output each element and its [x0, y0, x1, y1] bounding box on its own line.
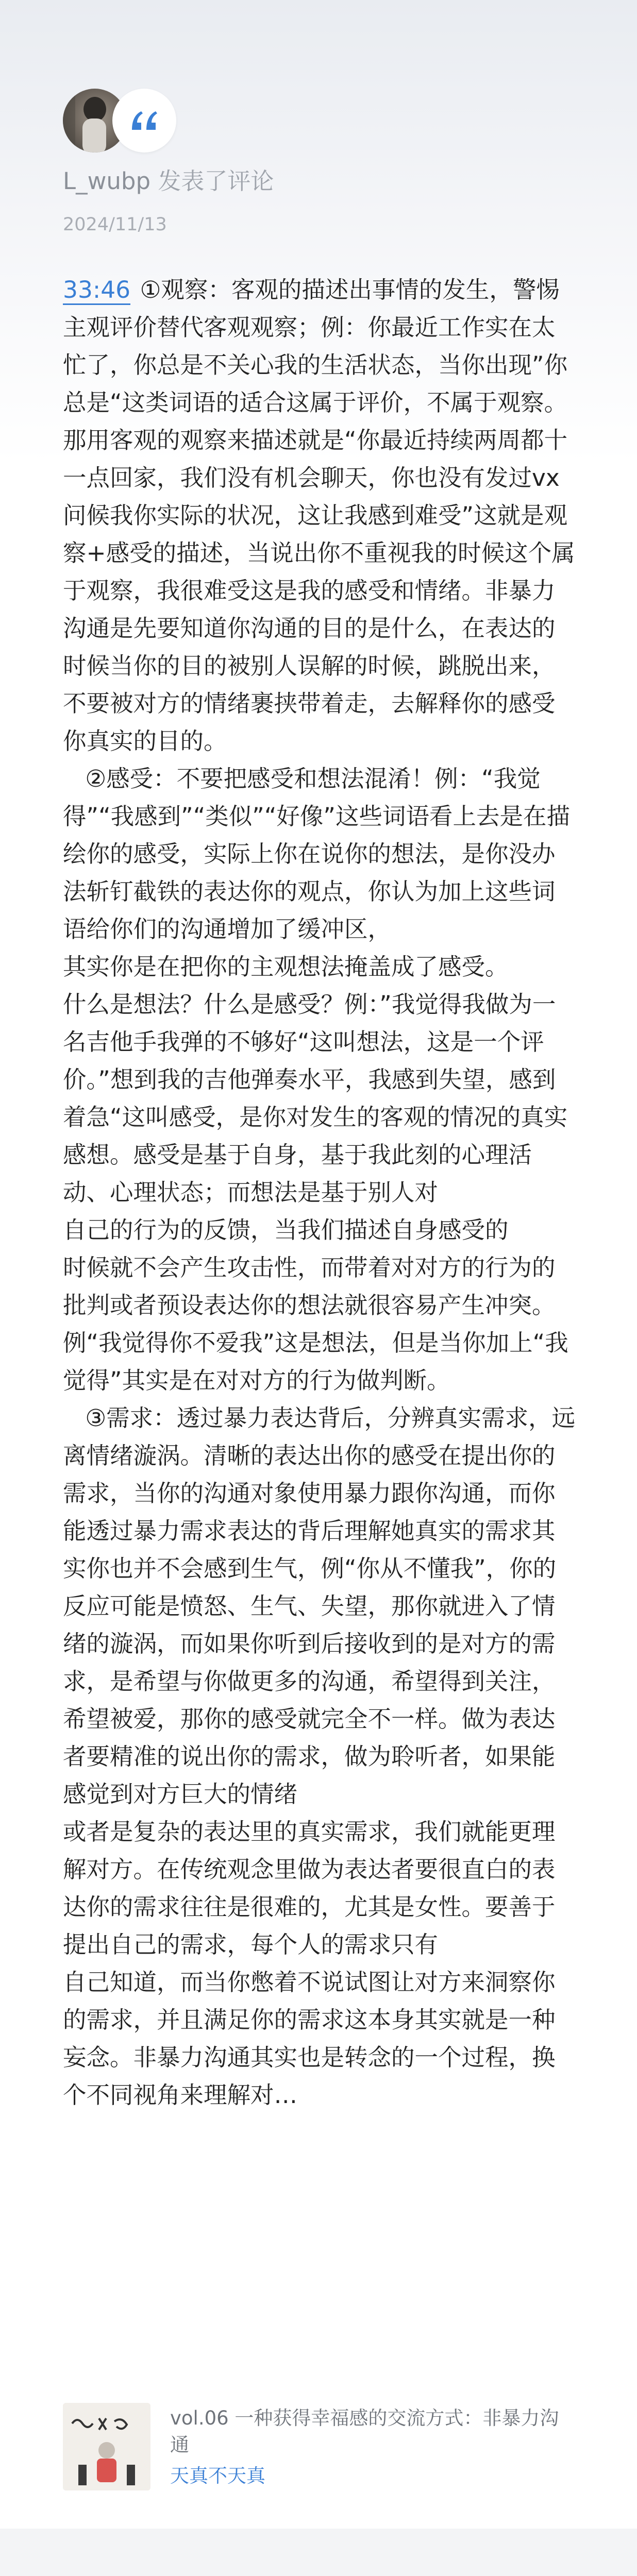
- quote-icon: [130, 109, 159, 132]
- episode-cover: [63, 2403, 150, 2490]
- author-line: [63, 166, 274, 197]
- comment-paragraph-observation: ①观察：客观的描述出事情的发生，警惕主观评价替代客观观察；例：你最近工作实在太忙了，你总是不关心我的生活状态，当你出现”你总是“这类词语的适合这属于评价，不属于观察。那用客观的观察来描述就是“你最近持续两周都十一点回家，我们没有机会聊天，你也没有发过vx问候我你实际的状况，这让我感到难受”这就是观察+感受的描述，当说出你不重视我的时候这个属于观察，我很难受这是我的感受和情绪。非暴力沟通是先要知道你沟通的目的是什么，在表达的时候当你的目的被别人误解的时候，跳脱出来，不要被对方的情绪裹挟带着走，去解释你的感受你真实的目的。: [63, 276, 575, 755]
- share-footer: [0, 2529, 637, 2576]
- episode-title[interactable]: vol.06 一种获得幸福感的交流方式：非暴力沟通: [170, 2407, 559, 2456]
- comment-date: 2024/11/13: [63, 214, 167, 235]
- timestamp-link[interactable]: 33:46: [63, 276, 130, 305]
- quote-badge: [112, 89, 176, 152]
- comment-paragraph-need: ③需求：透过暴力表达背后，分辨真实需求，远离情绪漩涡。清晰的表达出你的感受在提出你的需求，当你的沟通对象使用暴力跟你沟通，而你能透过暴力需求表达的背后理解她真实的需求其实你也并不会感到生气，例“你从不懂我”，你的反应可能是愤怒、生气、失望，那你就进入了情绪的漩涡，而如果你听到后接收到的是对方的需求，是希望与你做更多的沟通，希望得到关注，希望被爱，那你的感受就完全不一样。做为表达者要精准的说出你的需求，做为聆听者，如果能感觉到对方巨大的情绪 或者是复杂的表达里的真实需求，我们就能更理解对方。在传统观念里做为表达者要很直白的表达你的需求往往是很难的，尤其是女性。要善于提出自己的需求，每个人的需求只有 自己知道，而当你憋着不说试图让对方来洞察你的需求，并且满足你的需求这本身其实就是一种妄念。非暴力沟通其实也是转念的一个过程，换个不同视角来理解对…: [63, 1404, 576, 2109]
- episode-card[interactable]: [63, 2403, 576, 2496]
- author-name[interactable]: L_wubp: [63, 167, 151, 195]
- episode-cover-art-icon: [63, 2403, 150, 2490]
- podcast-name[interactable]: 天真不天真: [170, 2465, 265, 2487]
- author-action-text: 发表了评论: [150, 167, 274, 195]
- comment-paragraph-feeling: ②感受：不要把感受和想法混淆！例：“我觉得”“我感到”“类似”“好像”这些词语看上去是在描绘你的感受，实际上你在说你的想法，是你没办法斩钉截铁的表达你的观点，你认为加上这些词语给你们的沟通增加了缓冲区， 其实你是在把你的主观想法掩盖成了感受。 什么是想法？什么是感受？例：”我觉得我做为一名吉他手我弹的不够好“这叫想法，这是一个评价。”想到我的吉他弹奏水平，我感到失望，感到着急“这叫感受，是你对发生的客观的情况的真实感想。感受是基于自身，基于我此刻的心理活动、心理状态；而想法是基于别人对 自己的行为的反馈，当我们描述自身感受的 时候就不会产生攻击性，而带着对对方的行为的批判或者预设表达你的想法就很容易产生冲突。例“我觉得你不爱我”这是想法，但是当你加上“我觉得”其实是在对对方的行为做判断。: [63, 765, 571, 1394]
- comment-body: [63, 271, 576, 2114]
